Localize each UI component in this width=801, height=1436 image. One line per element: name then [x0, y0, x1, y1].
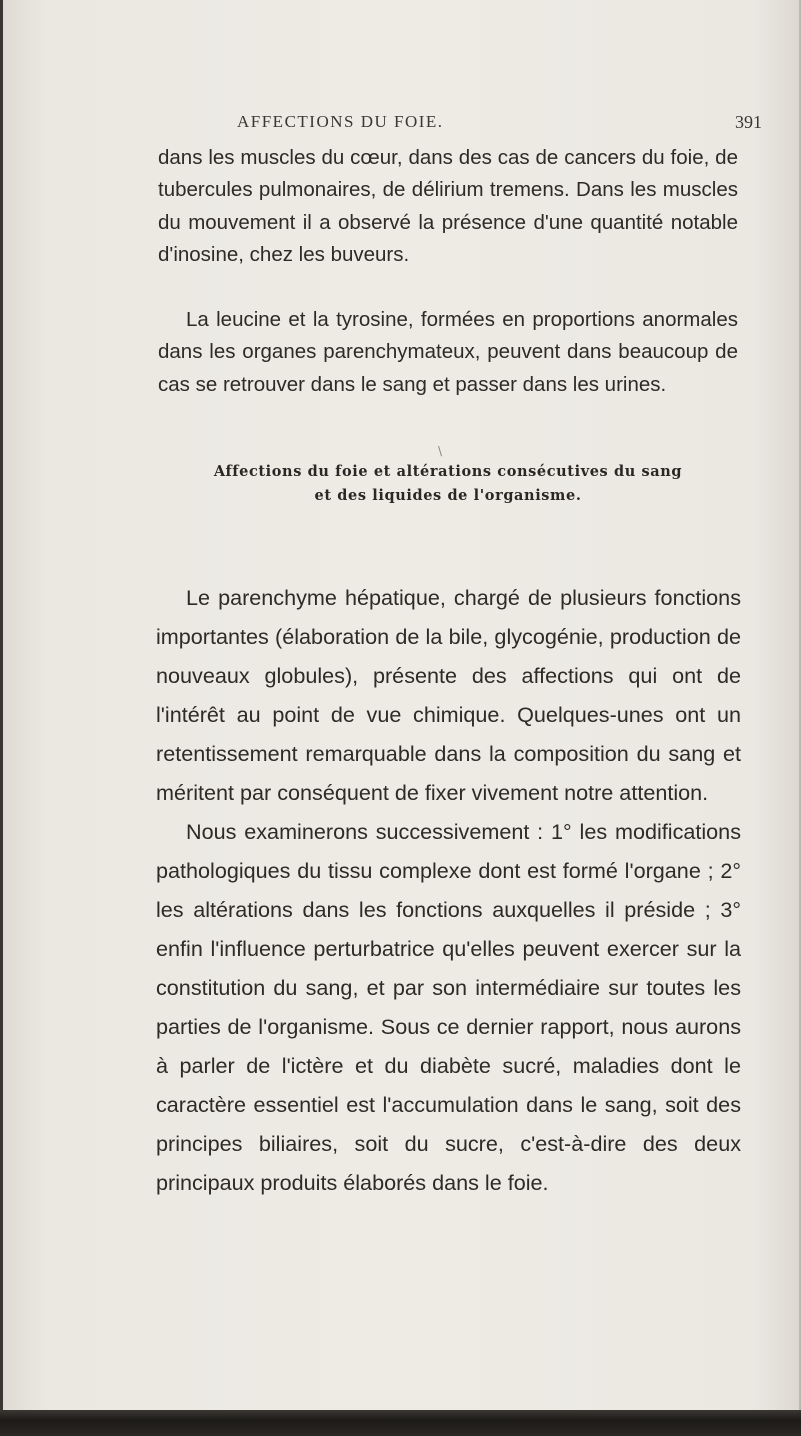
section-heading	[156, 460, 740, 508]
page-number: 391	[735, 112, 762, 132]
section-heading-line-1: Affections du foie et altérations consécutives du sang	[213, 463, 683, 480]
speck-mark: \	[438, 444, 443, 458]
running-head-title: AFFECTIONS DU FOIE.	[237, 112, 444, 131]
running-head	[0, 112, 801, 142]
paragraph-3: Le parenchyme hépatique, chargé de plusieurs fonctions importantes (élaboration de la bile, glycogénie, production de nouveaux globules), présente des affections qui ont de l'intérêt au point de vue chimique. Quelques-unes ont un retentissement remarquable dans la composition du sang et méritent par conséquent de fixer vivement notre attention.	[156, 585, 741, 805]
paragraph-2: La leucine et la tyrosine, formées en proportions anormales dans les organes parenchymateux, peuvent dans beaucoup de cas se retrouver dans le sang et passer dans les urines.	[158, 308, 738, 396]
scan-bottom-edge	[0, 1410, 801, 1436]
paragraph-1: dans les muscles du cœur, dans des cas de cancers du foie, de tubercules pulmonaires, de délirium tremens. Dans les muscles du mouvement il a observé la présence d'une quantité notable d'inosine, chez les buveurs.	[158, 146, 738, 266]
section-heading-line-2: et des liquides de l'organisme.	[314, 487, 582, 504]
paragraph-4: Nous examinerons successivement : 1° les modifications pathologiques du tissu complexe dont est formé l'organe ; 2° les altérations dans les fonctions auxquelles il préside ; 3° enfin l'influence perturbatrice qu'elles peuvent exercer sur la constitution du sang, et par son intermédiaire sur toutes les parties de l'organisme. Sous ce dernier rapport, nous aurons à parler de l'ictère et du diabète sucré, maladies dont le caractère essentiel est l'accumulation dans le sang, soit des principes biliaires, soit du sucre, c'est-à-dire des deux principaux produits élaborés dans le foie.	[156, 819, 741, 1195]
page-left-edge	[0, 0, 3, 1410]
